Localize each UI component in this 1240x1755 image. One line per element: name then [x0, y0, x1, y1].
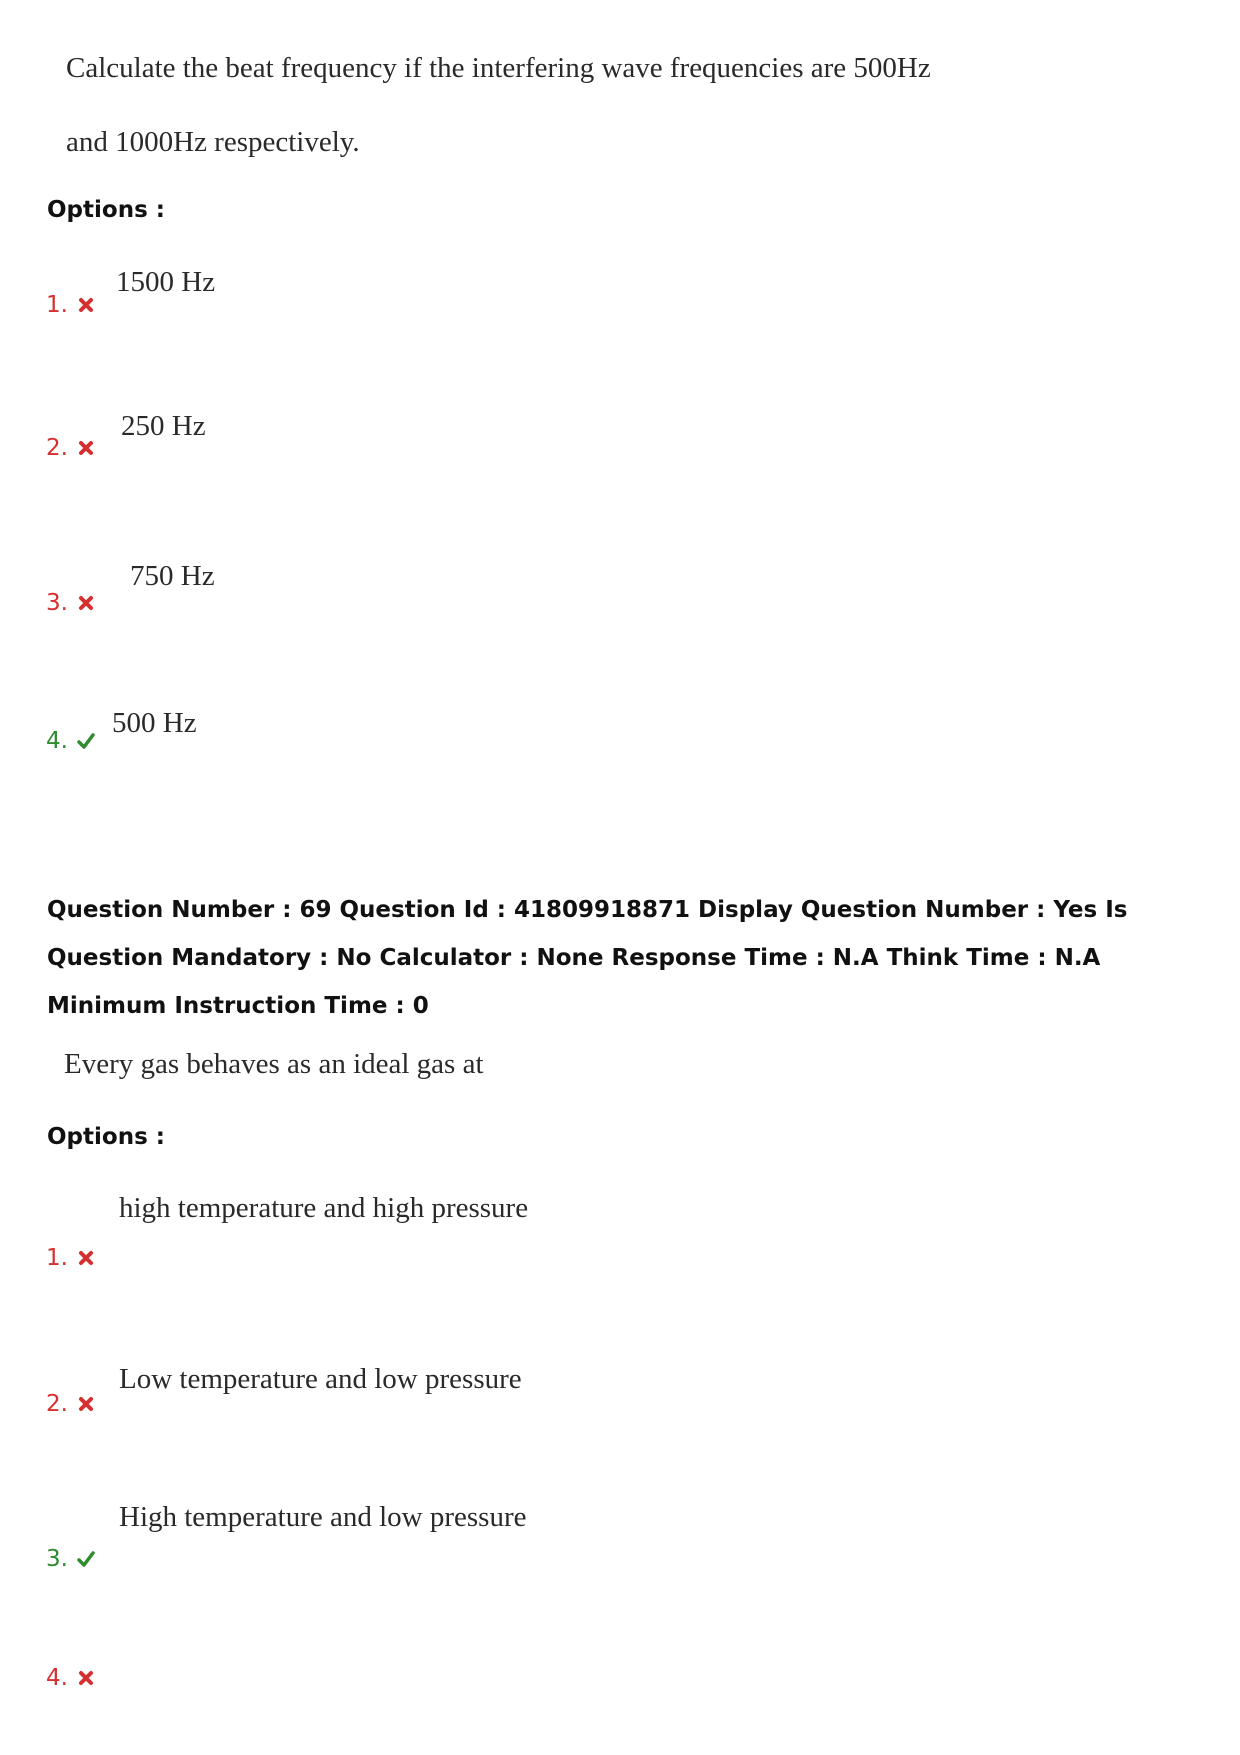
prev-option-4-number: 4. [46, 728, 68, 754]
option-4-number: 4. [46, 1665, 68, 1691]
question-meta: Question Number : 69 Question Id : 41809918871 Display Question Number : Yes Is Question Mandatory : No Calculator : None Response Time : N.A Think Time : N.A Minimum Instruction Time : 0 [47, 897, 1128, 1019]
cross-icon [76, 438, 96, 458]
prev-question-text-line1: Calculate the beat frequency if the interfering wave frequencies are 500Hz [66, 52, 931, 84]
prev-option-3-text: 750 Hz [130, 560, 215, 592]
check-icon [76, 1549, 96, 1569]
option-4-marker [46, 1665, 96, 1691]
option-2-text: Low temperature and low pressure [119, 1363, 522, 1395]
prev-option-3-marker [46, 590, 96, 616]
prev-option-1-text: 1500 Hz [116, 266, 216, 298]
check-icon [76, 731, 96, 751]
prev-option-4-marker [46, 728, 96, 754]
cross-icon [76, 295, 96, 315]
prev-option-3-number: 3. [46, 590, 68, 616]
option-3-marker [46, 1546, 96, 1572]
option-2-number: 2. [46, 1391, 68, 1417]
cross-icon [76, 1668, 96, 1688]
cross-icon [76, 1248, 96, 1268]
option-1-number: 1. [46, 1245, 68, 1271]
prev-option-2-number: 2. [46, 435, 68, 461]
options-label: Options : [47, 1124, 165, 1150]
option-2-marker [46, 1391, 96, 1417]
cross-icon [76, 593, 96, 613]
prev-question-text-line2: and 1000Hz respectively. [66, 126, 360, 158]
cross-icon [76, 1394, 96, 1414]
option-3-number: 3. [46, 1546, 68, 1572]
prev-options-label: Options : [47, 197, 165, 223]
prev-option-2-text: 250 Hz [121, 410, 206, 442]
prev-option-4-text: 500 Hz [112, 707, 197, 739]
question-text: Every gas behaves as an ideal gas at [64, 1048, 484, 1080]
option-1-marker [46, 1245, 96, 1271]
option-1-text: high temperature and high pressure [119, 1192, 529, 1224]
prev-option-1-number: 1. [46, 292, 68, 318]
prev-option-2-marker [46, 435, 96, 461]
option-3-text: High temperature and low pressure [119, 1501, 527, 1533]
prev-option-1-marker [46, 292, 96, 318]
